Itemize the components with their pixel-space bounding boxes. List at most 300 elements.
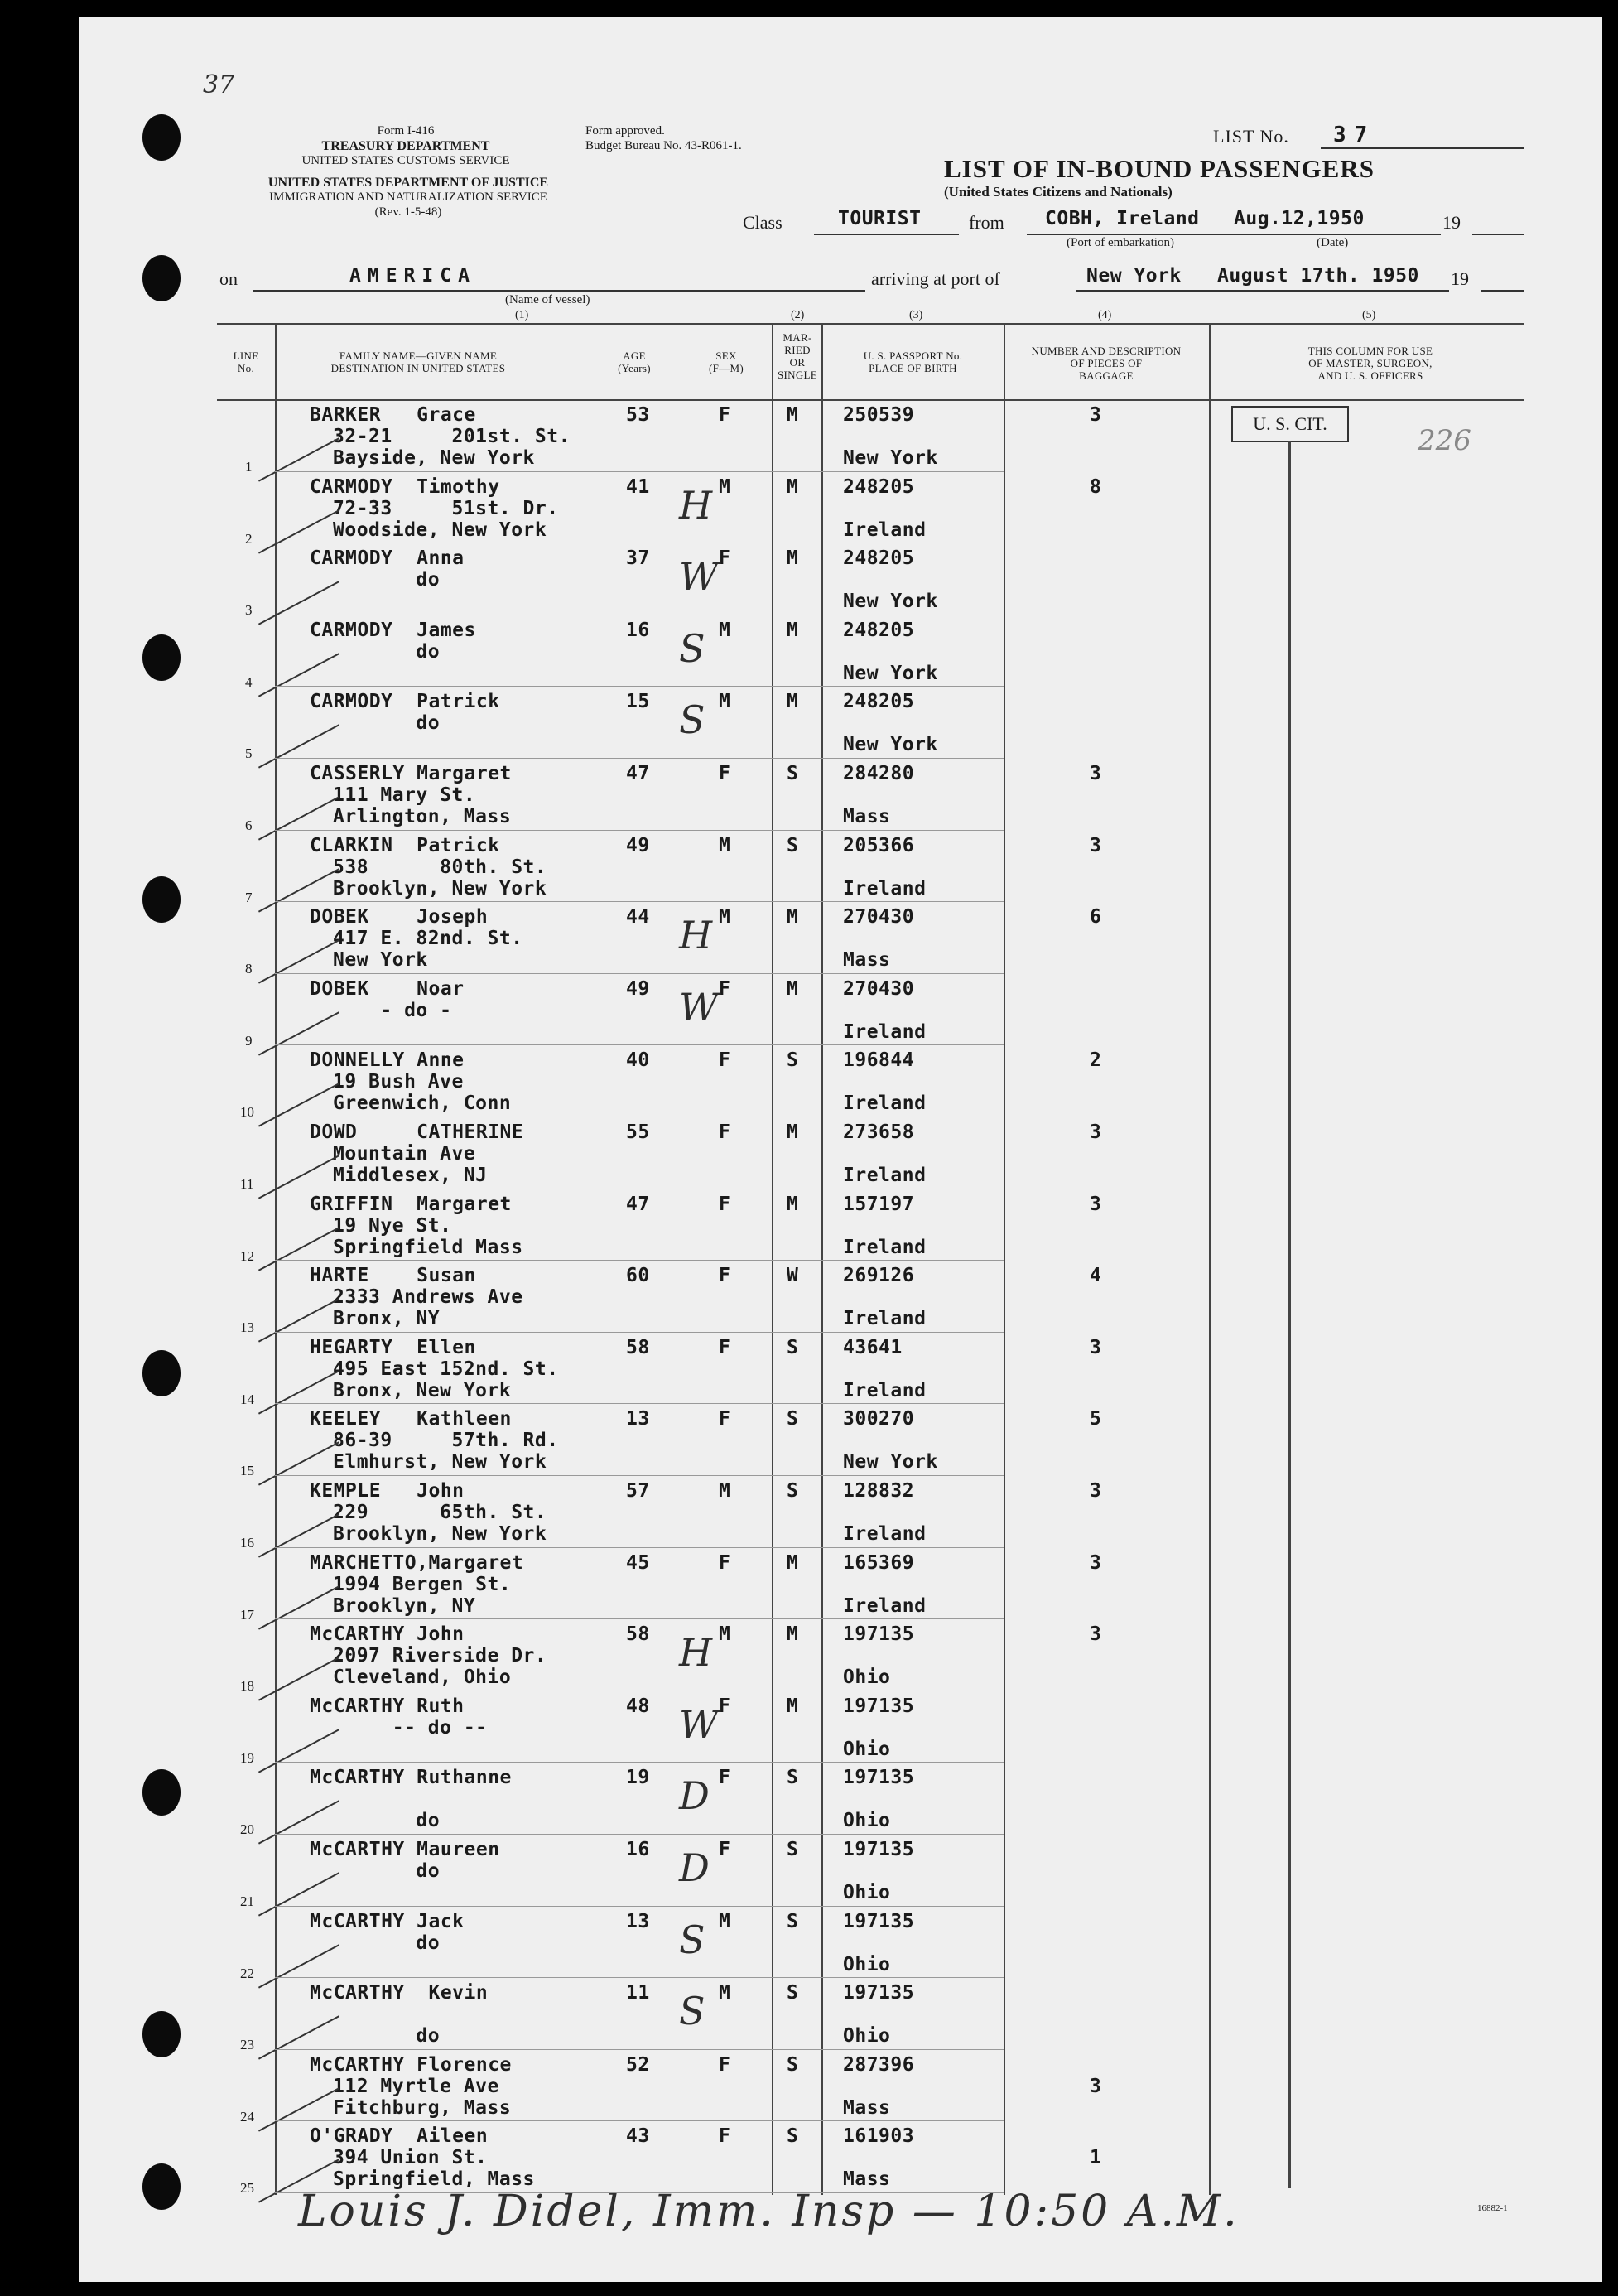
passenger-address-1: 86-39 57th. Rd. (333, 1430, 559, 1452)
passenger-name: DOBEK Joseph (310, 906, 489, 929)
passenger-marital-status: M (787, 977, 799, 1000)
passenger-marital-status: S (787, 1480, 799, 1502)
row-divider (275, 686, 1004, 687)
passenger-sex: M (719, 906, 731, 929)
passenger-name: McCARTHY Maureen (310, 1839, 500, 1860)
row-divider (275, 1044, 1004, 1045)
place-of-birth: New York (843, 734, 938, 756)
passenger-name: McCARTHY Kevin (310, 1982, 489, 2004)
passenger-sex: F (719, 2125, 731, 2148)
passport-number: 248205 (843, 547, 915, 570)
form-number: Form I-416 (377, 124, 435, 137)
passenger-age: 41 (626, 475, 650, 498)
line-number: 4 (245, 673, 253, 690)
binder-hole (142, 876, 181, 923)
passenger-address-1: 495 East 152nd. St. (333, 1358, 559, 1380)
row-divider (275, 2192, 1004, 2193)
passenger-sex: M (719, 1623, 731, 1646)
passenger-age: 16 (626, 619, 650, 641)
passport-number: 205366 (843, 834, 915, 856)
col-header-baggage: NUMBER AND DESCRIPTION OF PIECES OF BAGGAGE (1031, 345, 1182, 382)
col-num-1: (1) (515, 309, 529, 321)
year-line-1 (1472, 234, 1524, 235)
place-of-birth: New York (843, 662, 938, 684)
list-no-value: 37 (1333, 123, 1376, 147)
row-divider (275, 1762, 1004, 1763)
baggage-count: 3 (1090, 1623, 1102, 1646)
row-divider (275, 901, 1004, 902)
place-of-birth: Ohio (843, 1882, 891, 1903)
line-number: 5 (245, 745, 253, 762)
passenger-address-2: Fitchburg, Mass (333, 2096, 512, 2119)
passenger-address-1: 111 Mary St. (333, 784, 476, 806)
passport-number: 248205 (843, 619, 915, 641)
passenger-sex: F (719, 1121, 731, 1143)
passenger-name: DONNELLY Anne (310, 1049, 465, 1072)
col-num-5: (5) (1362, 309, 1376, 321)
on-label: on (219, 268, 238, 289)
passport-number: 197135 (843, 1623, 915, 1646)
line-number: 6 (245, 818, 253, 833)
baggage-count: 3 (1090, 1336, 1102, 1358)
passenger-age: 44 (626, 906, 650, 929)
passenger-age: 58 (626, 1623, 650, 1646)
passenger-name: BARKER Grace (310, 404, 476, 426)
customs-service: UNITED STATES CUSTOMS SERVICE (301, 154, 510, 167)
year-prefix-2: 19 (1451, 268, 1469, 289)
passenger-address-2: Middlesex, NJ (333, 1165, 488, 1186)
passport-number: 270430 (843, 906, 915, 929)
family-relation-mark: S (679, 625, 705, 671)
passenger-address-1: -- do -- (333, 1716, 488, 1739)
baggage-count: 3 (1090, 1551, 1102, 1574)
baggage-count: 3 (1090, 1193, 1102, 1215)
place-of-birth: Ohio (843, 1667, 891, 1689)
passenger-sex: F (719, 1767, 731, 1789)
family-relation-mark: H (679, 482, 713, 528)
passenger-age: 57 (626, 1480, 650, 1502)
passenger-address-1: do (333, 569, 441, 591)
passenger-age: 60 (626, 1265, 650, 1287)
revision: (Rev. 1-5-48) (374, 205, 442, 219)
passenger-name: McCARTHY John (310, 1623, 465, 1646)
place-of-birth: Mass (843, 2168, 891, 2191)
row-divider (275, 1332, 1004, 1333)
passenger-address-1: 394 Union St. (333, 2147, 488, 2169)
baggage-count: 2 (1090, 1049, 1102, 1072)
row-divider (275, 471, 1004, 472)
passenger-age: 37 (626, 547, 650, 570)
passenger-age: 49 (626, 977, 650, 1000)
class-value: TOURIST (838, 208, 922, 229)
place-of-birth: Ireland (843, 1594, 927, 1617)
passport-number: 250539 (843, 404, 915, 426)
baggage-count: 3 (1090, 763, 1102, 784)
passenger-age: 16 (626, 1839, 650, 1860)
passenger-address-2: Springfield, Mass (333, 2168, 535, 2191)
passenger-address-1: 112 Myrtle Ave (333, 2075, 499, 2097)
row-divider (275, 2120, 1004, 2121)
passenger-name: GRIFFIN Margaret (310, 1193, 512, 1215)
row-divider (275, 1403, 1004, 1404)
from-label: from (969, 212, 1004, 233)
passenger-sex: F (719, 1193, 731, 1215)
passenger-marital-status: S (787, 1336, 799, 1358)
binder-hole (142, 2011, 181, 2057)
place-of-birth: New York (843, 447, 938, 469)
family-relation-mark: H (679, 1630, 713, 1676)
passenger-address-2: Greenwich, Conn (333, 1093, 512, 1115)
passenger-age: 52 (626, 2053, 650, 2076)
passport-number: 248205 (843, 691, 915, 713)
col-header-married: MAR- RIED OR SINGLE (777, 331, 818, 381)
passenger-address-1: 229 65th. St. (333, 1502, 547, 1523)
place-of-birth: Ireland (843, 1523, 927, 1545)
passenger-name: McCARTHY Florence (310, 2053, 512, 2076)
line-number: 14 (240, 1391, 254, 1407)
passenger-age: 13 (626, 1408, 650, 1430)
col-header-passport: U. S. PASSPORT No. PLACE OF BIRTH (863, 350, 963, 374)
passenger-marital-status: W (787, 1265, 799, 1287)
passenger-sex: M (719, 1910, 731, 1932)
line-number: 11 (240, 1176, 254, 1192)
passport-number: 197135 (843, 1695, 915, 1717)
passenger-age: 40 (626, 1049, 650, 1072)
passenger-name: MARCHETTO,Margaret (310, 1551, 524, 1574)
col-header-sex: SEX (F—M) (709, 350, 744, 374)
col-rule (821, 323, 823, 2195)
baggage-count: 3 (1090, 834, 1102, 856)
line-number: 3 (245, 602, 253, 619)
line-number: 16 (240, 1535, 254, 1551)
col-num-3: (3) (909, 309, 923, 321)
passenger-name: DOWD CATHERINE (310, 1121, 524, 1143)
family-relation-mark: S (679, 1917, 705, 1962)
col-header-name: FAMILY NAME—GIVEN NAME DESTINATION IN UNITED STATES (330, 350, 506, 374)
binder-hole (142, 2163, 181, 2210)
ins-service: IMMIGRATION AND NATURALIZATION SERVICE (269, 191, 547, 204)
passenger-age: 48 (626, 1695, 650, 1717)
passenger-address-1: 538 80th. St. (333, 856, 547, 878)
family-relation-mark: W (679, 984, 719, 1030)
passenger-name: CARMODY James (310, 619, 476, 641)
line-number: 7 (245, 889, 253, 905)
row-divider (275, 1977, 1004, 1978)
passenger-address-1: 32-21 201st. St. (333, 426, 571, 447)
passenger-name: CASSERLY Margaret (310, 763, 512, 784)
passenger-marital-status: M (787, 1551, 799, 1574)
passenger-sex: M (719, 834, 731, 856)
passenger-address-2: Woodside, New York (333, 519, 547, 541)
passenger-sex: M (719, 475, 731, 498)
passenger-name: CARMODY Timothy (310, 475, 500, 498)
baggage-count: 4 (1090, 1265, 1102, 1287)
row-divider (275, 1547, 1004, 1548)
vessel-caption: (Name of vessel) (505, 293, 590, 306)
passenger-marital-status: M (787, 1623, 799, 1646)
passport-number: 270430 (843, 977, 915, 1000)
passenger-address-1: do (333, 712, 441, 735)
line-number: 24 (240, 2108, 254, 2125)
passenger-age: 43 (626, 2125, 650, 2148)
passenger-address-1: 19 Bush Ave (333, 1071, 464, 1093)
baggage-count: 1 (1090, 2147, 1102, 2169)
class-label: Class (743, 212, 783, 233)
passport-number: 197135 (843, 1910, 915, 1932)
port-caption: (Port of embarkation) (1067, 236, 1174, 249)
passport-number: 248205 (843, 475, 915, 498)
family-relation-mark: W (679, 554, 719, 600)
passport-number: 161903 (843, 2125, 915, 2148)
passenger-address-2: Bronx, New York (333, 1379, 512, 1401)
col-num-4: (4) (1098, 309, 1112, 321)
passenger-marital-status: M (787, 475, 799, 498)
passenger-marital-status: M (787, 619, 799, 641)
embarkation-date: Aug.12,1950 (1234, 208, 1365, 229)
passenger-address-2: Cleveland, Ohio (333, 1667, 512, 1689)
passenger-address-1: - do - (333, 999, 452, 1021)
passport-number: 287396 (843, 2053, 915, 2076)
arriving-label: arriving at port of (871, 268, 1000, 289)
us-citizen-stamp: U. S. CIT. (1231, 406, 1349, 442)
col-rule (1004, 323, 1005, 2195)
passenger-marital-status: S (787, 763, 799, 784)
passenger-sex: M (719, 691, 731, 713)
place-of-birth: Ohio (843, 1738, 891, 1760)
arrival-date: August 17th. 1950 (1217, 265, 1419, 287)
header-bottom-rule (217, 399, 1524, 401)
place-of-birth: Ohio (843, 1953, 891, 1975)
passenger-age: 58 (626, 1336, 650, 1358)
place-of-birth: Ireland (843, 1093, 927, 1115)
passenger-name: CARMODY Anna (310, 547, 465, 570)
family-relation-mark: H (679, 913, 713, 958)
row-divider (275, 830, 1004, 831)
passenger-marital-status: S (787, 1910, 799, 1932)
passenger-marital-status: S (787, 1767, 799, 1789)
budget-bureau: Budget Bureau No. 43-R061-1. (585, 139, 742, 152)
family-relation-mark: D (679, 1773, 710, 1819)
family-relation-mark: S (679, 1989, 705, 2034)
line-number: 17 (240, 1606, 254, 1623)
passenger-name: HARTE Susan (310, 1265, 476, 1287)
line-number: 2 (245, 530, 253, 547)
document-title: LIST OF IN-BOUND PASSENGERS (944, 154, 1375, 183)
row-divider (275, 1260, 1004, 1261)
justice-department: UNITED STATES DEPARTMENT OF JUSTICE (267, 176, 549, 190)
passport-number: 165369 (843, 1551, 915, 1574)
baggage-count: 3 (1090, 2075, 1102, 2097)
passenger-name: KEELEY Kathleen (310, 1408, 512, 1430)
passport-number: 128832 (843, 1480, 915, 1502)
vessel-line (253, 290, 865, 292)
line-number: 10 (240, 1104, 254, 1121)
passenger-sex: F (719, 1408, 731, 1430)
passenger-sex: F (719, 1336, 731, 1358)
col-rule (1209, 323, 1211, 2195)
col-num-2: (2) (791, 309, 805, 321)
vessel-name: AMERICA (349, 265, 476, 287)
passenger-name: O'GRADY Aileen (310, 2125, 489, 2148)
passenger-address-2: Bronx, NY (333, 1308, 441, 1330)
passenger-address-2: New York (333, 949, 428, 972)
officer-column-stroke (1288, 441, 1291, 2188)
place-of-birth: Ohio (843, 1810, 891, 1832)
passenger-address-1: 72-33 51st. Dr. (333, 497, 559, 519)
row-divider (275, 1475, 1004, 1476)
list-no-label: LIST No. (1213, 126, 1289, 147)
passport-number: 273658 (843, 1121, 915, 1143)
place-of-birth: Mass (843, 2096, 891, 2119)
from-line (1027, 234, 1441, 235)
passenger-address-2: Springfield Mass (333, 1236, 523, 1258)
passenger-address-2: do (333, 1810, 441, 1832)
line-number: 12 (240, 1247, 254, 1264)
embarkation-port: COBH, Ireland (1045, 208, 1200, 229)
passenger-sex: F (719, 1695, 731, 1717)
passenger-age: 15 (626, 691, 650, 713)
place-of-birth: New York (843, 1451, 938, 1474)
passenger-address-1: do (333, 1860, 441, 1882)
line-number: 13 (240, 1319, 254, 1336)
family-relation-mark: W (679, 1701, 719, 1747)
row-divider (275, 2049, 1004, 2050)
place-of-birth: New York (843, 591, 938, 613)
passenger-age: 53 (626, 404, 650, 426)
passenger-marital-status: M (787, 547, 799, 570)
passenger-age: 47 (626, 1193, 650, 1215)
row-divider (275, 758, 1004, 759)
line-number: 20 (240, 1821, 254, 1838)
passenger-sex: F (719, 977, 731, 1000)
place-of-birth: Ireland (843, 1020, 927, 1043)
passenger-address-1: 19 Nye St. (333, 1214, 452, 1237)
passenger-marital-status: S (787, 2125, 799, 2148)
line-number: 25 (240, 2180, 254, 2197)
passenger-age: 45 (626, 1551, 650, 1574)
row-divider (275, 1834, 1004, 1835)
passenger-marital-status: M (787, 906, 799, 929)
place-of-birth: Ireland (843, 1165, 927, 1186)
passenger-address-2: Bayside, New York (333, 447, 535, 469)
passenger-marital-status: M (787, 1121, 799, 1143)
line-number: 23 (240, 2037, 254, 2053)
col-header-line-no: LINE No. (233, 350, 259, 374)
col-rule (772, 323, 773, 2195)
passenger-sex: F (719, 763, 731, 784)
passenger-address-2: do (333, 2025, 441, 2048)
passenger-name: CARMODY Patrick (310, 691, 500, 713)
row-divider (275, 1906, 1004, 1907)
form-approved: Form approved. (585, 124, 665, 137)
passport-number: 197135 (843, 1839, 915, 1860)
passenger-age: 11 (626, 1982, 650, 2004)
passenger-name: KEMPLE John (310, 1480, 465, 1502)
passenger-marital-status: M (787, 1695, 799, 1717)
passenger-marital-status: S (787, 834, 799, 856)
line-number: 8 (245, 961, 253, 977)
family-relation-mark: S (679, 697, 705, 743)
passenger-marital-status: S (787, 2053, 799, 2076)
passenger-marital-status: M (787, 404, 799, 426)
passport-number: 284280 (843, 763, 915, 784)
passenger-address-1: 1994 Bergen St. (333, 1573, 512, 1595)
binder-hole (142, 255, 181, 301)
binder-hole (142, 1350, 181, 1396)
family-relation-mark: D (679, 1845, 710, 1890)
place-of-birth: Ohio (843, 2025, 891, 2048)
baggage-count: 3 (1090, 1480, 1102, 1502)
baggage-count: 8 (1090, 475, 1102, 498)
page-number-handwritten: 37 (203, 70, 235, 99)
passenger-sex: F (719, 1265, 731, 1287)
baggage-count: 5 (1090, 1408, 1102, 1430)
passenger-address-1: do (333, 1932, 441, 1954)
passport-number: 300270 (843, 1408, 915, 1430)
passenger-address-1: do (333, 640, 441, 663)
passenger-name: McCARTHY Ruth (310, 1695, 465, 1717)
place-of-birth: Mass (843, 806, 891, 827)
treasury-department: TREASURY DEPARTMENT (321, 139, 490, 153)
passenger-name: McCARTHY Jack (310, 1910, 465, 1932)
passenger-address-1: Mountain Ave (333, 1143, 476, 1165)
passenger-sex: M (719, 619, 731, 641)
class-line (814, 234, 959, 235)
officer-count-mark: 226 (1418, 424, 1471, 457)
passenger-name: McCARTHY Ruthanne (310, 1767, 512, 1789)
passenger-sex: F (719, 1049, 731, 1072)
inspector-signature: Louis J. Didel, Imm. Insp — 10:50 A.M. (298, 2187, 1240, 2236)
passport-number: 196844 (843, 1049, 915, 1072)
place-of-birth: Ireland (843, 877, 927, 900)
passenger-address-2: Arlington, Mass (333, 806, 512, 827)
passport-number: 157197 (843, 1193, 915, 1215)
passenger-name: CLARKIN Patrick (310, 834, 500, 856)
arrival-line (1076, 290, 1449, 292)
passenger-marital-status: S (787, 1049, 799, 1072)
place-of-birth: Ireland (843, 1379, 927, 1401)
passport-number: 269126 (843, 1265, 915, 1287)
passport-number: 197135 (843, 1982, 915, 2004)
passenger-age: 19 (626, 1767, 650, 1789)
binder-hole (142, 634, 181, 681)
passport-number: 43641 (843, 1336, 903, 1358)
passenger-sex: F (719, 1839, 731, 1860)
passenger-name: HEGARTY Ellen (310, 1336, 476, 1358)
passenger-address-2: Brooklyn, NY (333, 1594, 476, 1617)
passenger-marital-status: S (787, 1982, 799, 2004)
passenger-marital-status: S (787, 1408, 799, 1430)
place-of-birth: Mass (843, 949, 891, 972)
passport-number: 197135 (843, 1767, 915, 1789)
passenger-address-1: 2097 Riverside Dr. (333, 1645, 547, 1667)
document-subtitle: (United States Citizens and Nationals) (944, 184, 1173, 200)
passenger-sex: F (719, 547, 731, 570)
year-line-2 (1481, 290, 1524, 292)
passenger-address-2: Elmhurst, New York (333, 1451, 547, 1474)
place-of-birth: Ireland (843, 519, 927, 541)
baggage-count: 3 (1090, 404, 1102, 426)
footer-code: 16882-1 (1477, 2203, 1508, 2213)
passenger-age: 49 (626, 834, 650, 856)
place-of-birth: Ireland (843, 1236, 927, 1258)
date-caption: (Date) (1317, 236, 1349, 249)
passenger-address-1: 417 E. 82nd. St. (333, 928, 523, 950)
passenger-address-2: Brooklyn, New York (333, 1523, 547, 1545)
binder-hole (142, 114, 181, 161)
passenger-sex: M (719, 1480, 731, 1502)
passenger-age: 13 (626, 1910, 650, 1932)
